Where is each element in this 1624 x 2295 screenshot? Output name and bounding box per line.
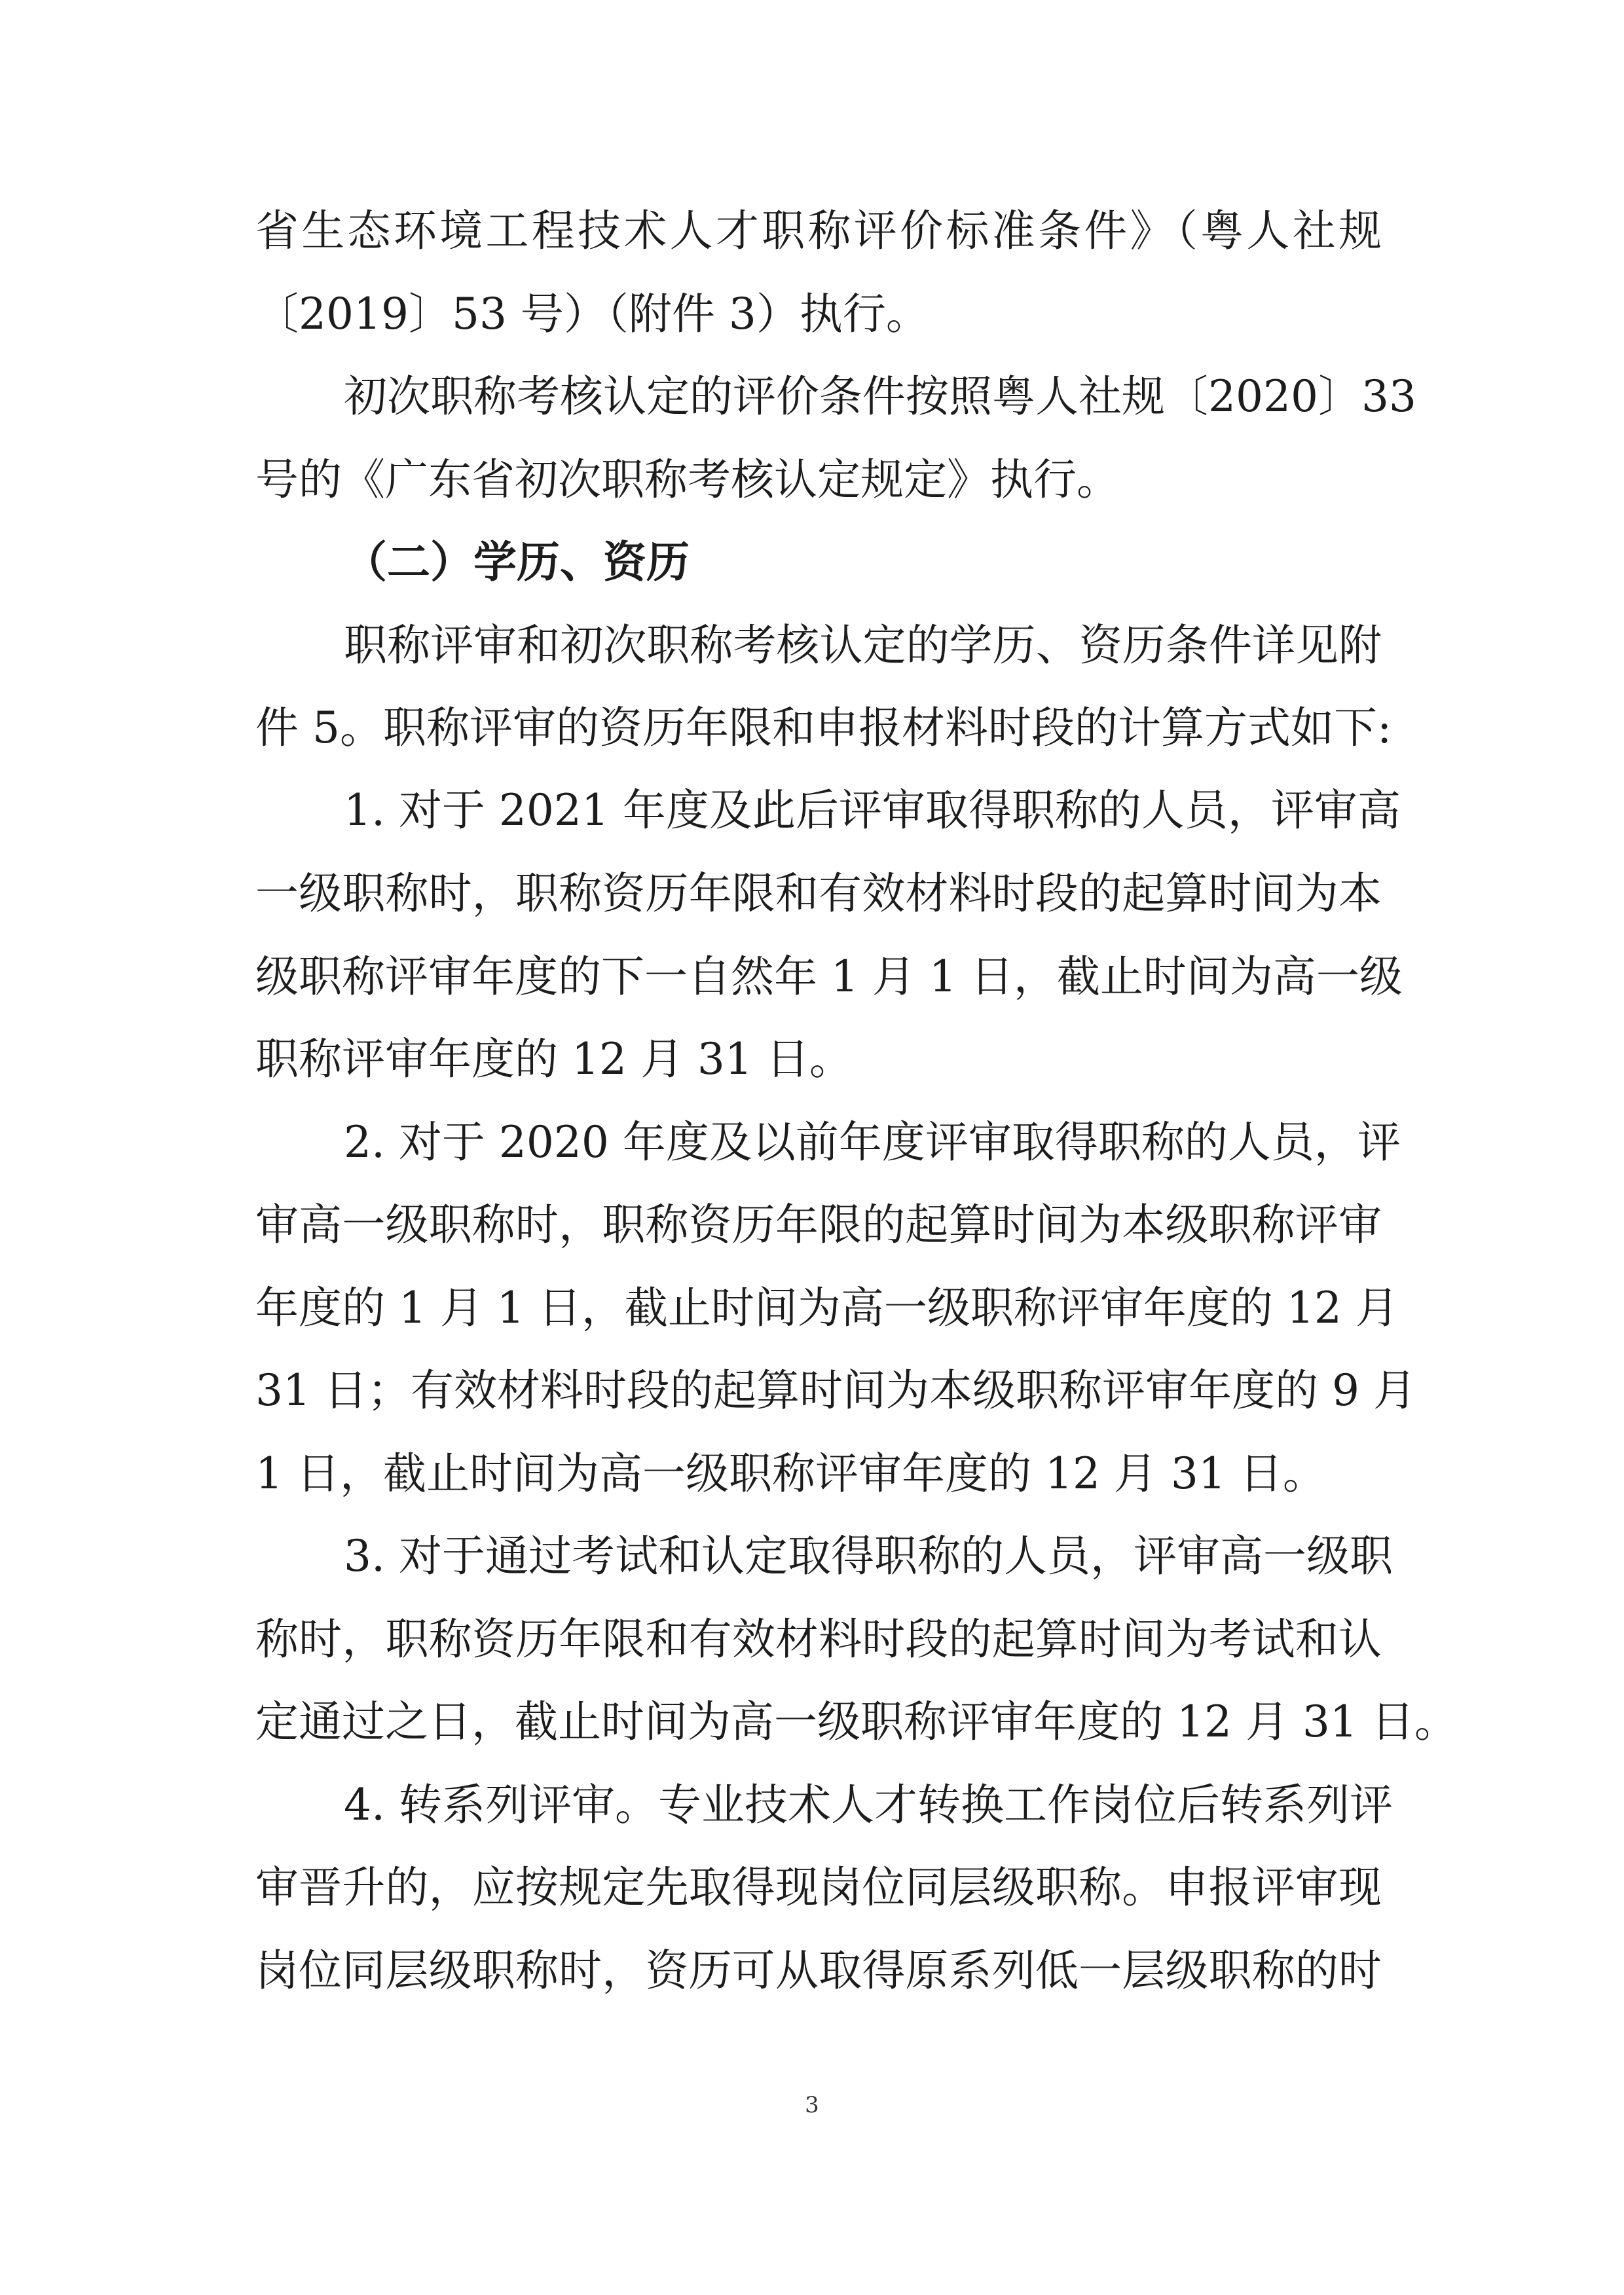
text-line: 岗位同层级职称时，资历可从取得原系列低一层级职称的时 — [255, 1945, 1382, 1996]
text-line: 3. 对于通过考试和认定取得职称的人员，评审高一级职 — [344, 1531, 1393, 1581]
text-line: 1. 对于 2021 年度及此后评审取得职称的人员，评审高 — [344, 785, 1401, 835]
text-line: 省生态环境工程技术人才职称评价标准条件》（粤人社规 — [255, 206, 1382, 256]
page-number: 3 — [805, 2092, 819, 2118]
text-line: 职称评审和初次职称考核认定的学历、资历条件详见附 — [344, 620, 1382, 670]
text-line: 1 日，截止时间为高一级职称评审年度的 12 月 31 日。 — [255, 1448, 1326, 1499]
text-line: 初次职称考核认定的评价条件按照粤人社规〔2020〕33 — [344, 371, 1416, 422]
text-line: 〔2019〕53 号）（附件 3）执行。 — [255, 289, 929, 339]
section-heading: （二）学历、资历 — [344, 537, 690, 587]
text-line: 职称评审年度的 12 月 31 日。 — [255, 1034, 853, 1084]
text-line: 件 5。职称评审的资历年限和申报材料时段的计算方式如下: — [255, 703, 1392, 753]
text-line: 审晋升的，应按规定先取得现岗位同层级职称。申报评审现 — [255, 1862, 1382, 1913]
text-line: 年度的 1 月 1 日，截止时间为高一级职称评审年度的 12 月 — [255, 1283, 1399, 1333]
text-line: 定通过之日，截止时间为高一级职称评审年度的 12 月 31 日。 — [255, 1697, 1458, 1747]
text-line: 2. 对于 2020 年度及以前年度评审取得职称的人员，评 — [344, 1117, 1401, 1167]
text-line: 号的《广东省初次职称考核认定规定》执行。 — [255, 454, 1120, 505]
text-line: 审高一级职称时，职称资历年限的起算时间为本级职称评审 — [255, 1200, 1382, 1250]
text-line: 称时，职称资历年限和有效材料时段的起算时间为考试和认 — [255, 1614, 1382, 1664]
text-line: 31 日；有效材料时段的起算时间为本级职称评审年度的 9 月 — [255, 1365, 1416, 1416]
text-line: 级职称评审年度的下一自然年 1 月 1 日，截止时间为高一级 — [255, 951, 1403, 1002]
text-line: 4. 转系列评审。专业技术人才转换工作岗位后转系列评 — [344, 1780, 1393, 1830]
text-line: 一级职称时，职称资历年限和有效材料时段的起算时间为本 — [255, 868, 1382, 919]
